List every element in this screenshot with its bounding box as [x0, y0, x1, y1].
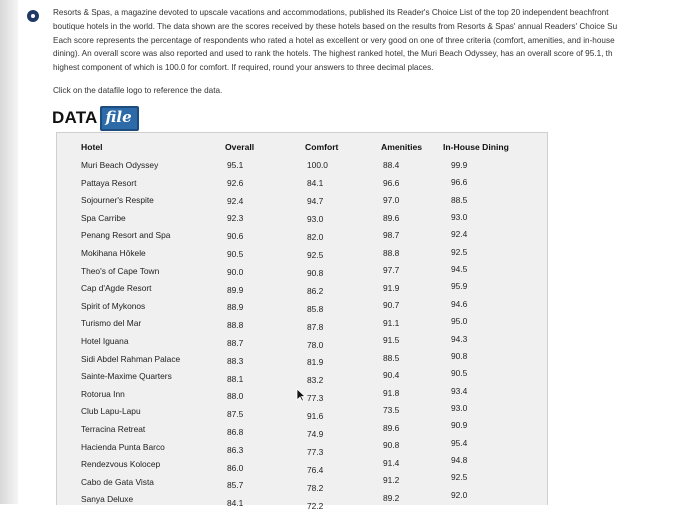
- overall-score-cell: 90.6: [227, 231, 244, 242]
- problem-line: highest component of which is 100.0 for comfort. If required, round your answers to three decimal places.: [53, 63, 434, 73]
- amenities-score-cell: 91.9: [383, 282, 400, 293]
- hotel-name-cell: Turismo del Mar: [81, 318, 142, 329]
- overall-score-cell: 85.7: [227, 480, 244, 491]
- hotel-name-cell: Club Lapu-Lapu: [81, 406, 141, 417]
- dining-score-cell: 95.4: [451, 437, 468, 448]
- hotel-name-cell: Rendezvous Kolocep: [81, 459, 161, 470]
- hotel-name-cell: Sanya Deluxe: [81, 494, 134, 505]
- overall-score-cell: 87.5: [227, 409, 244, 420]
- amenities-score-cell: 88.8: [383, 247, 400, 258]
- amenities-score-cell: 89.6: [383, 422, 400, 433]
- hotel-name-cell: Cabo de Gata Vista: [81, 476, 154, 487]
- overall-score-cell: 88.0: [227, 391, 244, 402]
- comfort-score-cell: 74.9: [307, 429, 324, 440]
- overall-score-cell: 88.7: [227, 338, 244, 348]
- comfort-score-cell: 72.2: [307, 501, 324, 511]
- dining-score-cell: 92.0: [451, 489, 468, 500]
- hotel-name-cell: Muri Beach Odyssey: [81, 160, 159, 170]
- col-header-overall: Overall: [225, 142, 255, 152]
- overall-score-cell: 86.3: [227, 444, 244, 455]
- dining-score-cell: 93.4: [451, 385, 468, 396]
- dining-score-cell: 96.6: [451, 177, 468, 188]
- dining-score-cell: 95.9: [451, 281, 468, 292]
- hotel-name-cell: Pattaya Resort: [81, 177, 137, 188]
- dining-score-cell: 99.9: [451, 160, 468, 170]
- problem-line: Resorts & Spas, a magazine devoted to upscale vacations and accommodations, published its Reader's Choice List of the top 20 independent beachfront: [53, 8, 609, 17]
- overall-score-cell: 90.0: [227, 266, 244, 277]
- problem-line: boutique hotels in the world. The data shown are the scores received by these hotels based on the results from Resorts & Spas' annual Readers' Choice Su: [53, 21, 618, 31]
- left-edge-shadow: [0, 0, 18, 504]
- comfort-score-cell: 83.2: [307, 375, 324, 386]
- datafile-instruction: Click on the datafile logo to reference the data.: [53, 86, 223, 95]
- comfort-score-cell: 90.8: [307, 267, 324, 278]
- overall-score-cell: 88.8: [227, 320, 244, 331]
- comfort-score-cell: 85.8: [307, 303, 324, 314]
- amenities-score-cell: 90.8: [383, 440, 400, 450]
- hotel-name-cell: Sojourner's Respite: [81, 195, 154, 206]
- comfort-score-cell: 78.0: [307, 339, 324, 350]
- dining-score-cell: 93.0: [451, 402, 468, 413]
- hotel-name-cell: Sidi Abdel Rahman Palace: [81, 353, 181, 364]
- dining-score-cell: 94.8: [451, 454, 468, 465]
- hotel-name-cell: Penang Resort and Spa: [81, 230, 171, 241]
- col-header-comfort: Comfort: [305, 142, 339, 152]
- amenities-score-cell: 91.4: [383, 457, 400, 468]
- comfort-score-cell: 82.0: [307, 231, 324, 242]
- dining-score-cell: 90.5: [451, 368, 468, 379]
- amenities-score-cell: 91.8: [383, 387, 400, 398]
- comfort-score-cell: 93.0: [307, 213, 324, 224]
- overall-score-cell: 88.9: [227, 302, 244, 313]
- comfort-score-cell: 94.7: [307, 195, 324, 206]
- amenities-score-cell: 91.1: [383, 317, 400, 328]
- problem-line: dining). An overall score was also reported and used to rank the hotels. The highest ranked hotel, the Muri Beach Odyssey, has an overall score of 95.1, th: [53, 49, 613, 59]
- dining-score-cell: 92.4: [451, 229, 468, 240]
- dining-score-cell: 92.5: [451, 246, 468, 257]
- hotel-scores-table: [56, 132, 548, 511]
- dining-score-cell: 90.9: [451, 420, 468, 431]
- dining-score-cell: 88.5: [451, 194, 468, 205]
- comfort-score-cell: 86.2: [307, 285, 324, 296]
- overall-score-cell: 92.4: [227, 195, 244, 206]
- hotel-name-cell: Mokihana Hōkele: [81, 248, 146, 258]
- amenities-score-cell: 73.5: [383, 405, 400, 415]
- hotel-name-cell: Rotorua Inn: [81, 388, 125, 399]
- overall-score-cell: 92.3: [227, 213, 244, 224]
- amenities-score-cell: 89.6: [383, 212, 400, 223]
- comfort-score-cell: 77.3: [307, 393, 324, 404]
- comfort-score-cell: 87.8: [307, 321, 324, 332]
- col-header-amenities: Amenities: [381, 142, 423, 152]
- amenities-score-cell: 90.7: [383, 300, 400, 310]
- overall-score-cell: 95.1: [227, 160, 244, 170]
- hotel-name-cell: Theo's of Cape Town: [81, 265, 160, 276]
- comfort-score-cell: 100.0: [307, 160, 328, 170]
- hotel-name-cell: Spa Carribe: [81, 212, 126, 223]
- dining-score-cell: 93.0: [451, 212, 468, 223]
- hotel-name-cell: Spirit of Mykonos: [81, 300, 146, 311]
- amenities-score-cell: 91.5: [383, 335, 400, 345]
- amenities-score-cell: 90.4: [383, 370, 400, 380]
- comfort-score-cell: 78.2: [307, 483, 324, 494]
- amenities-score-cell: 89.2: [383, 492, 400, 503]
- overall-score-cell: 88.1: [227, 373, 244, 384]
- overall-score-cell: 86.0: [227, 462, 244, 473]
- question-bullet-icon: [27, 10, 39, 22]
- overall-score-cell: 86.8: [227, 427, 244, 437]
- hotel-name-cell: Cap d'Agde Resort: [81, 283, 152, 294]
- datafile-logo-word: DATA: [52, 108, 98, 127]
- datafile-logo-file: file: [100, 106, 139, 131]
- comfort-score-cell: 77.3: [307, 447, 324, 458]
- problem-line: Each score represents the percentage of respondents who rated a hotel as excellent or very good on one of three criteria (comfort, amenities, and in-house: [53, 35, 615, 45]
- comfort-score-cell: 76.4: [307, 465, 324, 476]
- overall-score-cell: 89.9: [227, 284, 244, 295]
- col-header-hotel: Hotel: [81, 142, 103, 152]
- overall-score-cell: 92.6: [227, 177, 244, 188]
- comfort-score-cell: 92.5: [307, 249, 324, 260]
- overall-score-cell: 88.3: [227, 355, 244, 366]
- overall-score-cell: 84.1: [227, 498, 244, 509]
- amenities-score-cell: 88.4: [383, 160, 400, 170]
- hotel-name-cell: Hacienda Punta Barco: [81, 441, 165, 452]
- amenities-score-cell: 97.0: [383, 195, 400, 205]
- amenities-score-cell: 98.7: [383, 230, 400, 240]
- dining-score-cell: 92.5: [451, 472, 468, 483]
- dining-score-cell: 94.5: [451, 264, 468, 275]
- dining-score-cell: 94.3: [451, 333, 468, 344]
- dining-score-cell: 90.8: [451, 350, 468, 361]
- amenities-score-cell: 91.2: [383, 475, 400, 485]
- comfort-score-cell: 84.1: [307, 177, 324, 188]
- dining-score-cell: 95.0: [451, 316, 468, 327]
- comfort-score-cell: 81.9: [307, 357, 324, 368]
- amenities-score-cell: 96.6: [383, 177, 400, 188]
- hotel-name-cell: Sainte-Maxime Quarters: [81, 371, 172, 382]
- amenities-score-cell: 88.5: [383, 352, 400, 363]
- col-header-dining: In-House Dining: [443, 142, 509, 152]
- dining-score-cell: 94.6: [451, 298, 468, 309]
- amenities-score-cell: 97.7: [383, 265, 400, 275]
- overall-score-cell: 90.5: [227, 249, 244, 259]
- comfort-score-cell: 91.6: [307, 411, 324, 422]
- hotel-name-cell: Hotel Iguana: [81, 336, 129, 346]
- datafile-logo-button[interactable]: [52, 106, 139, 130]
- hotel-name-cell: Terracina Retreat: [81, 424, 146, 434]
- problem-text: [53, 6, 700, 75]
